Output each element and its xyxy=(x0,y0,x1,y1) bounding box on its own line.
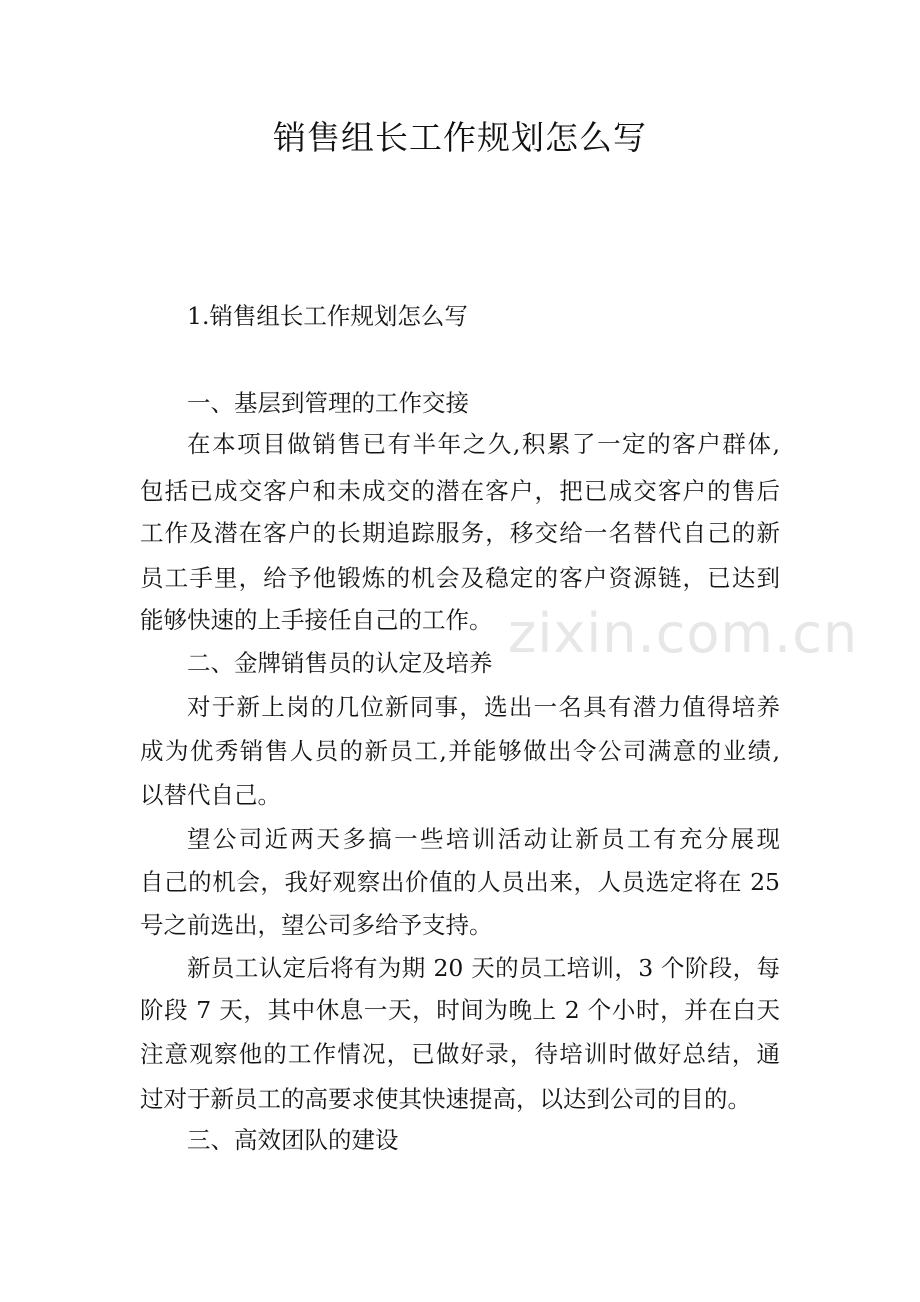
part1-heading: 一、基层到管理的工作交接 xyxy=(187,389,469,417)
paragraph-line: 新员工认定后将有为期 20 天的员工培训，3 个阶段，每 xyxy=(187,954,780,982)
paragraph-line: 过对于新员工的高要求使其快速提高，以达到公司的目的。 xyxy=(140,1085,751,1113)
paragraph-line: 望公司近两天多搞一些培训活动让新员工有充分展现 xyxy=(187,825,780,853)
section-heading: 1.销售组长工作规划怎么写 xyxy=(187,302,468,330)
paragraph-line: 能够快速的上手接任自己的工作。 xyxy=(140,606,493,634)
paragraph-line: 包括已成交客户和未成交的潜在客户，把已成交客户的售后 xyxy=(140,477,780,505)
paragraph-line: 员工手里，给予他锻炼的机会及稳定的客户资源链，已达到 xyxy=(140,564,780,592)
paragraph-line: 号之前选出，望公司多给予支持。 xyxy=(140,911,493,939)
paragraph-line: 在本项目做销售已有半年之久,积累了一定的客户群体, xyxy=(187,430,780,458)
paragraph-line: 工作及潜在客户的长期追踪服务，移交给一名替代自己的新 xyxy=(140,519,780,547)
part3-heading: 三、高效团队的建设 xyxy=(187,1126,399,1154)
watermark: zixin.com.cn xyxy=(508,602,859,665)
paragraph-line: 阶段 7 天，其中休息一天，时间为晚上 2 个小时，并在白天 xyxy=(140,996,780,1024)
document-title: 销售组长工作规划怎么写 xyxy=(273,118,647,157)
paragraph-line: 自己的机会，我好观察出价值的人员出来，人员选定将在 25 xyxy=(140,868,780,896)
paragraph-line: 成为优秀销售人员的新员工,并能够做出令公司满意的业绩, xyxy=(140,737,780,765)
part2-heading: 二、金牌销售员的认定及培养 xyxy=(187,649,493,677)
paragraph-line: 以替代自己。 xyxy=(140,781,281,809)
paragraph-line: 注意观察他的工作情况，已做好录，待培训时做好总结，通 xyxy=(140,1040,780,1068)
paragraph-line: 对于新上岗的几位新同事，选出一名具有潜力值得培养 xyxy=(187,693,780,721)
